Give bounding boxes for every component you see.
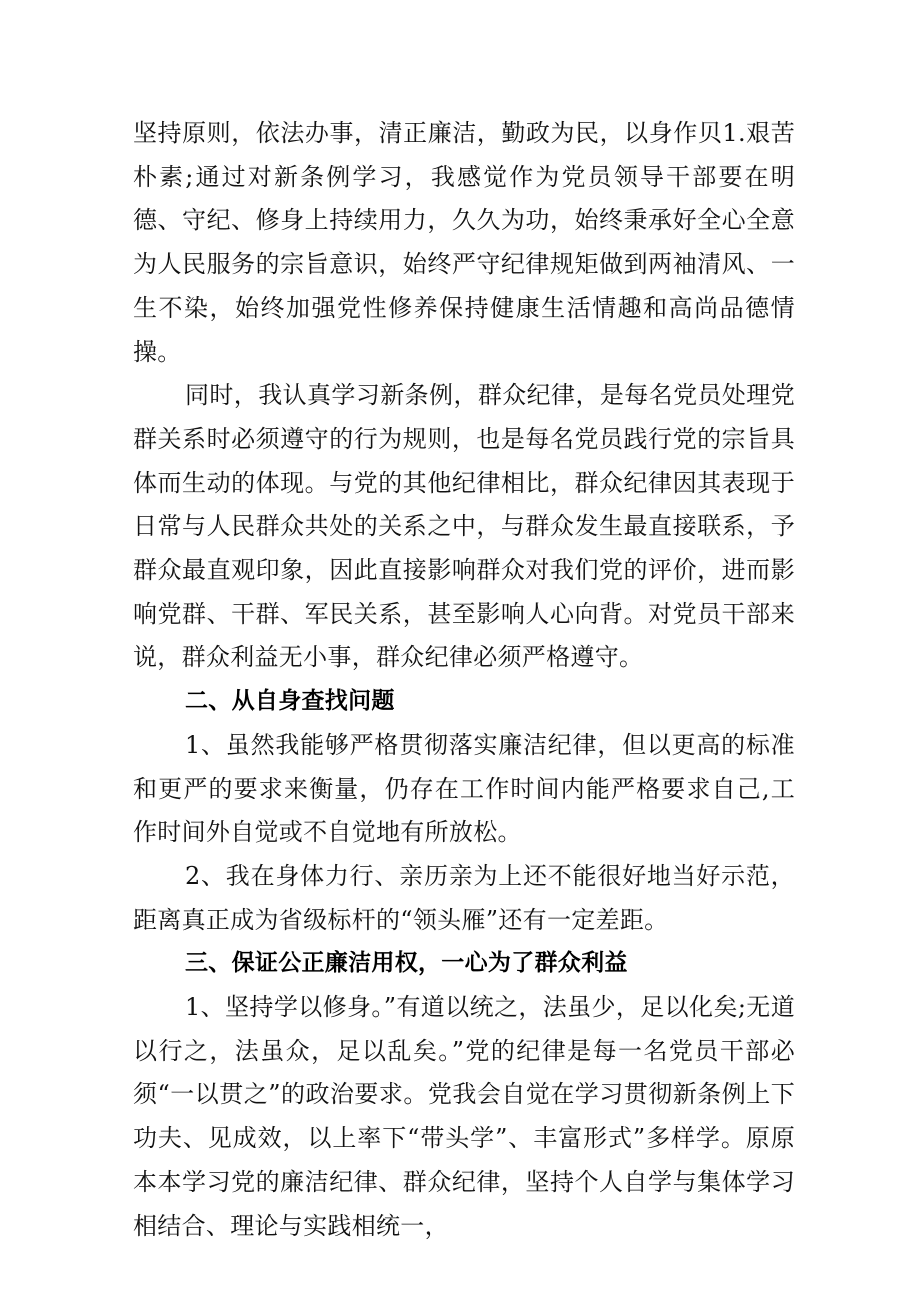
paragraph-study-cultivation: 1、坚持学以修身。”有道以统之，法虽少，足以化矣;无道以行之，法虽众，足以乱矣。”党的纪律是每一名党员干部必须“一以贯之”的政治要求。党我会自觉在学习贯彻新条例上下功夫、见成效，以上率下“带头学”、丰富形式”多样学。原原本本学习党的廉洁纪律、群众纪律，坚持个人自学与集体学习相结合、理论与实践相统一，	[133, 993, 795, 1240]
document-body	[133, 112, 795, 1248]
section-heading-integrity: 三、保证公正廉洁用权，一心为了群众利益	[185, 950, 628, 977]
section-heading-problems: 二、从自身查找问题	[185, 688, 395, 715]
paragraph-problem-2: 2、我在身体力行、亲历亲为上还不能很好地当好示范，距离真正成为省级标杆的“领头雁”还有一定差距。	[133, 861, 795, 934]
paragraph-mass-discipline: 同时，我认真学习新条例，群众纪律，是每名党员处理党群关系时必须遵守的行为规则，也是每名党员践行党的宗旨具体而生动的体现。与党的其他纪律相比，群众纪律因其表现于日常与人民群众共处的关系之中，与群众发生最直接联系，予群众最直观印象，因此直接影响群众对我们党的评价，进而影响党群、干群、军民关系，甚至影响人心向背。对党员干部来说，群众利益无小事，群众纪律必须严格遵守。	[133, 381, 795, 672]
paragraph-problem-1: 1、虽然我能够严格贯彻落实廉洁纪律，但以更高的标准和更严的要求来衡量，仍存在工作时间内能严格要求自己,工作时间外自觉或不自觉地有所放松。	[133, 730, 795, 847]
paragraph-principles: 坚持原则，依法办事，清正廉洁，勤政为民，以身作贝1.艰苦朴素;通过对新条例学习，我感觉作为党员领导干部要在明德、守纪、修身上持续用力，久久为功，始终秉承好全心全意为人民服务的宗旨意识，始终严守纪律规矩做到两袖清风、一生不染，始终加强党性修养保持健康生活情趣和高尚品德情操。	[133, 119, 795, 366]
